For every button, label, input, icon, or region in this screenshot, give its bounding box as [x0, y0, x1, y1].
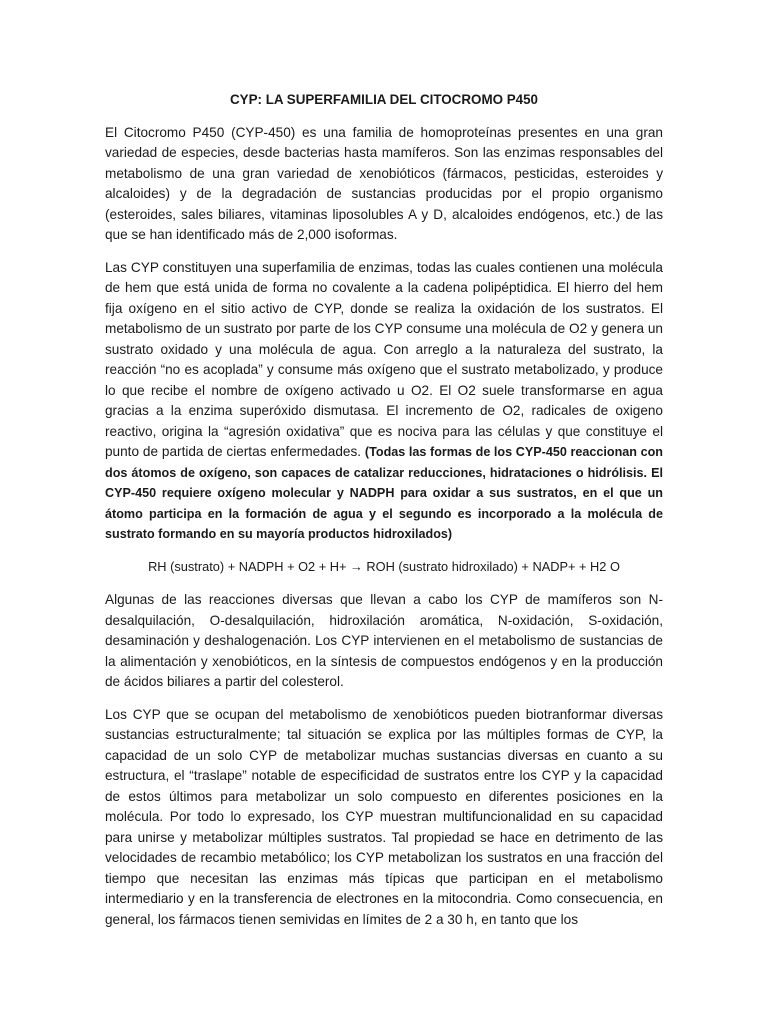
- paragraph-superfamily-text: Las CYP constituyen una superfamilia de enzimas, todas las cuales contienen una molécula de hem que está unida de forma no covalente a la cadena polipéptidica. El hierro del hem fija oxígeno en el sitio activo de CYP, donde se realiza la oxidación de los sustratos. El metabolismo de un sustrato por parte de los CYP consume una molécula de O2 y genera un sustrato oxidado y una molécula de agua. Con arreglo a la naturaleza del sustrato, la reacción “no es acoplada” y consume más oxígeno que el sustrato metabolizado, y produce lo que recibe el nombre de oxígeno activado u O2. El O2 suele transformarse en agua gracias a la enzima superóxido dismutasa. El incremento de O2, radicales de oxigeno reactivo, origina la “agresión oxidativa” que es nociva para las células y que constituye el punto de partida de ciertas enfermedades.: [105, 259, 663, 459]
- paragraph-superfamily-note: (Todas las formas de los CYP-450 reaccionan con dos átomos de oxígeno, son capaces de catalizar reducciones, hidrataciones o hidrólisis. El CYP-450 requiere oxígeno molecular y NADPH para oxidar a sus sustratos, en el que un átomo participa en la formación de agua y el segundo es incorporado a la molécula de sustrato formando en su mayoría productos hidroxilados): [105, 445, 663, 541]
- paragraph-intro: El Citocromo P450 (CYP-450) es una familia de homoproteínas presentes en una gran variedad de especies, desde bacterias hasta mamíferos. Son las enzimas responsables del metabolismo de una gran variedad de xenobióticos (fármacos, pesticidas, esteroides y alcaloides) y de la degradación de sustancias producidas por el propio organismo (esteroides, sales biliares, vitaminas liposolubles A y D, alcaloides endógenos, etc.) de las que se han identificado más de 2,000 isoformas.: [105, 124, 663, 242]
- document-title: CYP: LA SUPERFAMILIA DEL CITOCROMO P450: [229, 92, 539, 107]
- document-page: [105, 90, 663, 942]
- paragraph-superfamily: [105, 258, 663, 545]
- paragraph-xenobiotics: Los CYP que se ocupan del metabolismo de xenobióticos pueden biotranformar diversas sustancias estructuralmente; tal situación se explica por las múltiples formas de CYP, la capacidad de un solo CYP de metabolizar muchas sustancias diversas en cuanto a su estructura, el “traslape” notable de especificidad de sustratos entre los CYP y la capacidad de estos últimos para metabolizar un solo compuesto en diferentes posiciones en la molécula. Por todo lo expresado, los CYP muestran multifuncionalidad en su capacidad para unirse y metabolizar múltiples sustratos. Tal propiedad se hace en detrimento de las velocidades de recambio metabólico; los CYP metabolizan los sustratos en una fracción del tiempo que necesitan las enzimas más típicas que participan en el metabolismo intermediario y en la transferencia de electrones en la mitocondria. Como consecuencia, en general, los fármacos tienen semividas en límites de 2 a 30 h, en tanto que los: [105, 706, 663, 927]
- reaction-equation: RH (sustrato) + NADPH + O2 + H+ → ROH (sustrato hidroxilado) + NADP+ + H2 O: [148, 558, 620, 574]
- paragraph-reactions: Algunas de las reacciones diversas que llevan a cabo los CYP de mamíferos son N-desalquilación, O-desalquilación, hidroxilación aromática, N-oxidación, S-oxidación, desaminación y deshalogenación. Los CYP intervienen en el metabolismo de sustancias de la alimentación y xenobióticos, en la síntesis de compuestos endógenos y en la producción de ácidos biliares a partir del colesterol.: [105, 592, 663, 689]
